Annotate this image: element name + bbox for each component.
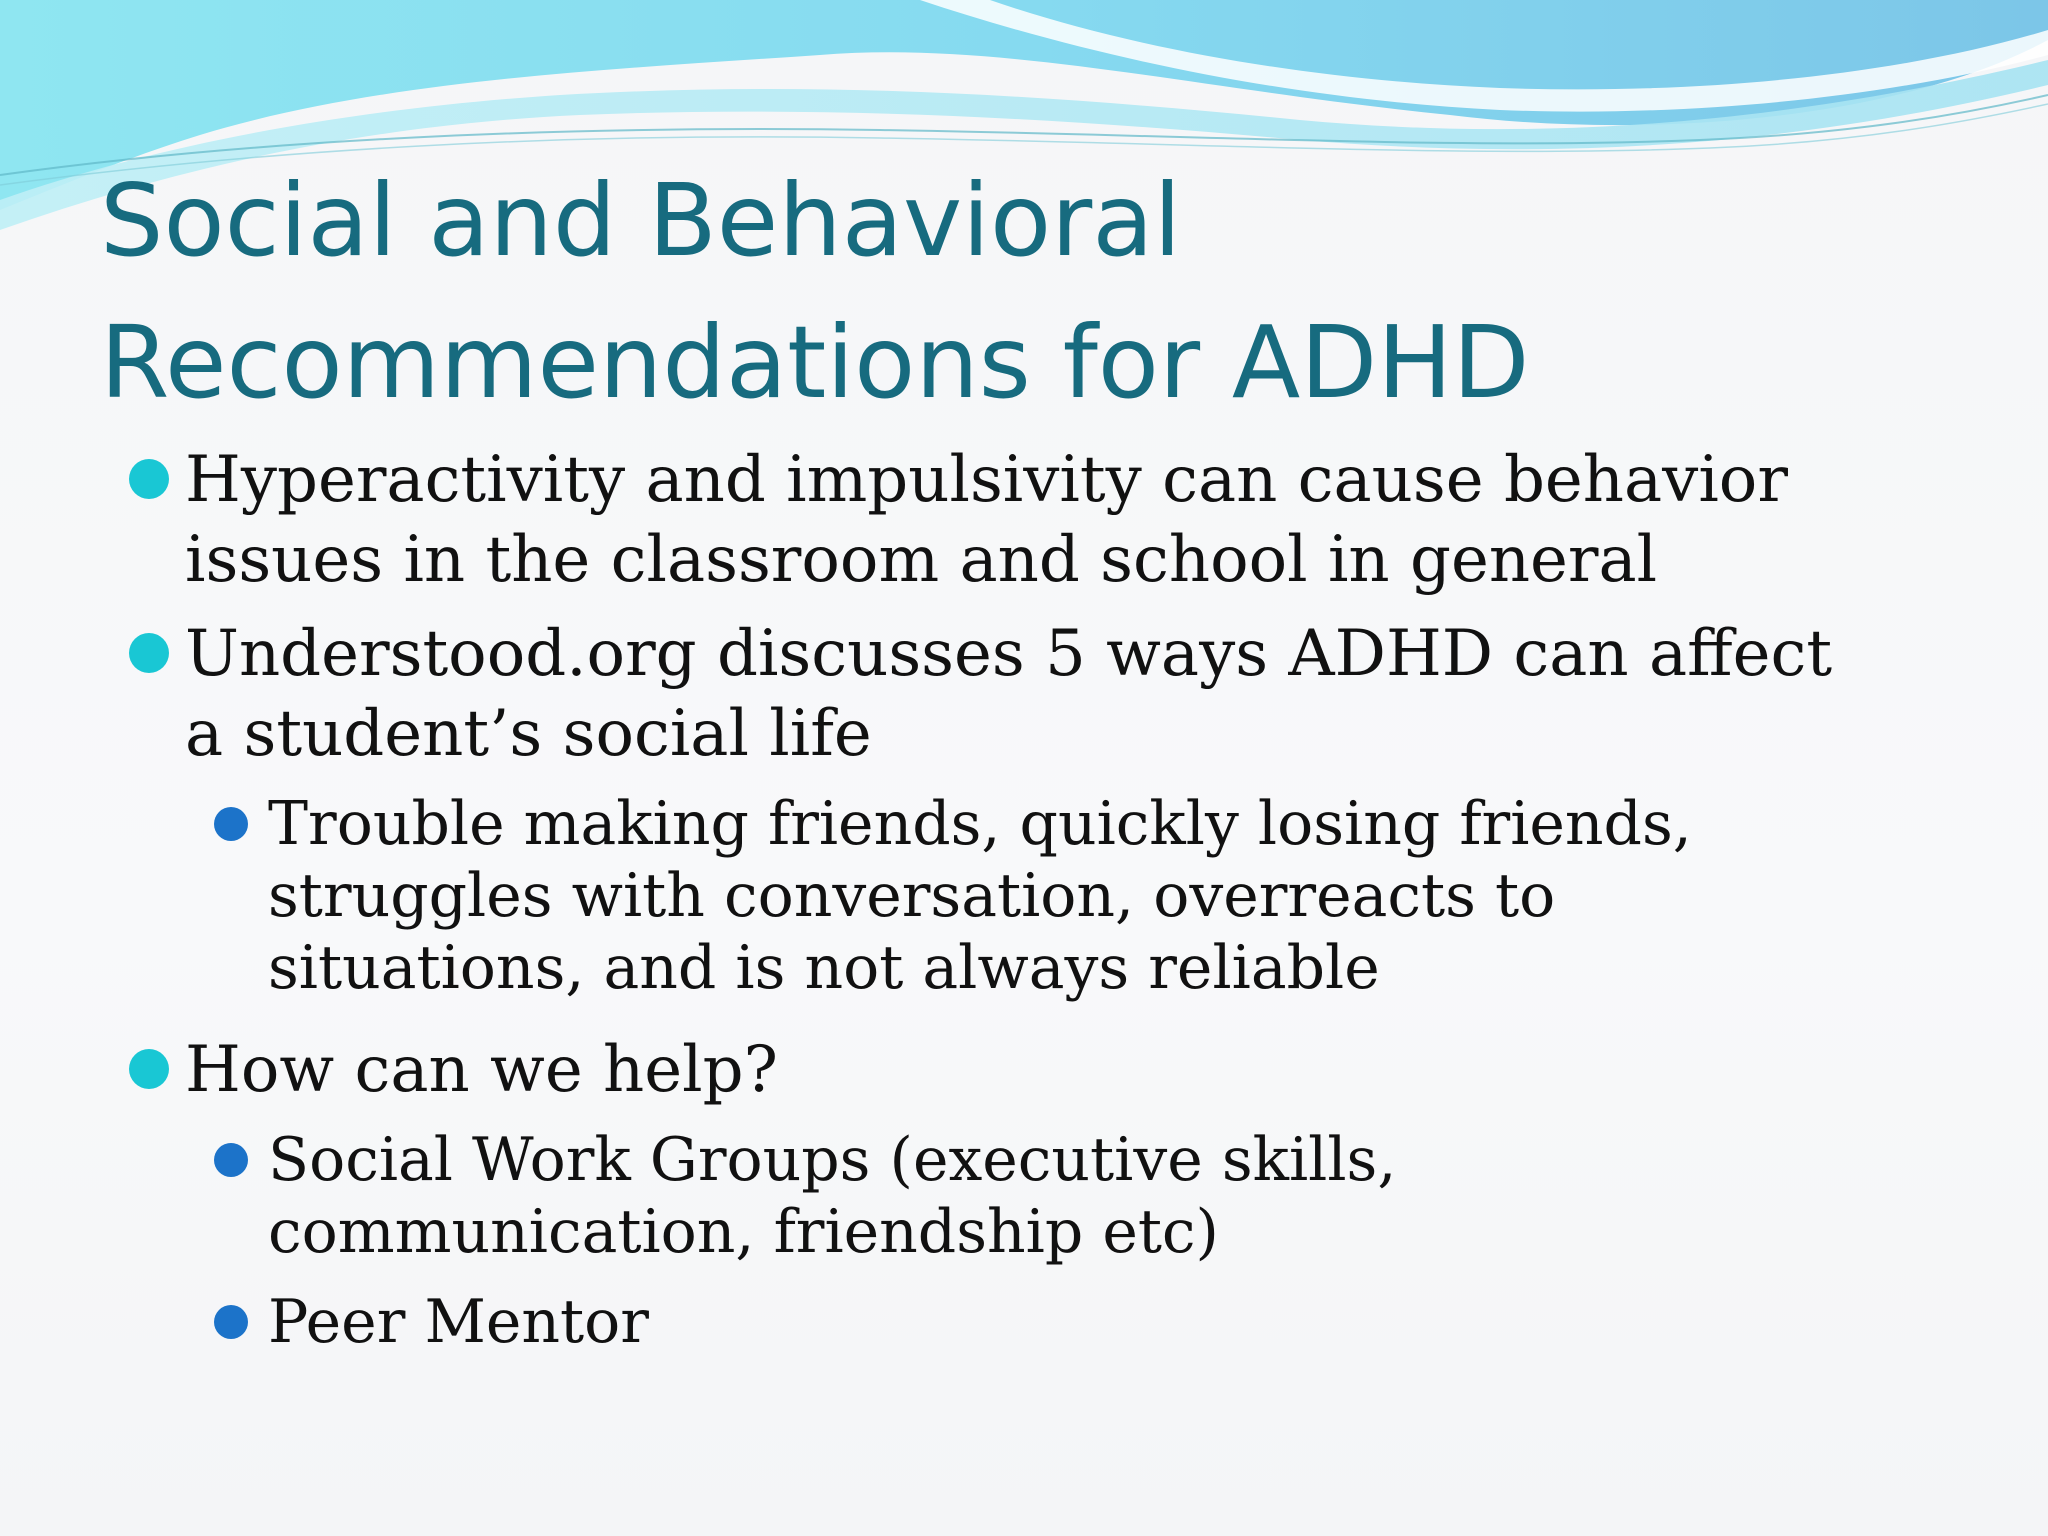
bullet-dot-icon [129, 633, 169, 673]
bullet-item-3 [0, 1030, 1885, 1110]
bullet-text: Understood.org discusses 5 ways ADHD can affect a student’s social life [185, 617, 1833, 771]
sub-bullet-dot-icon [214, 807, 248, 841]
sub-bullet-dot-icon [214, 1143, 248, 1177]
sub-bullet-item-3-1 [0, 1124, 1888, 1268]
bullet-text: How can we help? [185, 1033, 778, 1107]
bullet-dot-icon [129, 1049, 169, 1089]
sub-bullet-item-2-1 [0, 788, 1888, 1004]
slide-title-line-1: Social and Behavioral [100, 162, 1182, 279]
sub-bullet-text: Social Work Groups (executive skills, communication, friendship etc) [268, 1125, 1397, 1267]
sub-bullet-item-3-2 [0, 1286, 1888, 1358]
bullet-dot-icon [129, 459, 169, 499]
bullet-list [0, 440, 2048, 1376]
slide-title [100, 150, 1900, 434]
sub-bullet-text: Peer Mentor [268, 1287, 649, 1357]
bullet-item-2 [0, 614, 1885, 774]
bullet-item-1 [0, 440, 1885, 600]
bullet-text: Hyperactivity and impulsivity can cause behavior issues in the classroom and school in general [185, 443, 1788, 597]
sub-bullet-text: Trouble making friends, quickly losing friends, struggles with conversation, overreacts to situations, and is not always reliable [268, 789, 1692, 1003]
slide-title-line-2: Recommendations for ADHD [100, 304, 1530, 421]
sub-bullet-dot-icon [214, 1305, 248, 1339]
